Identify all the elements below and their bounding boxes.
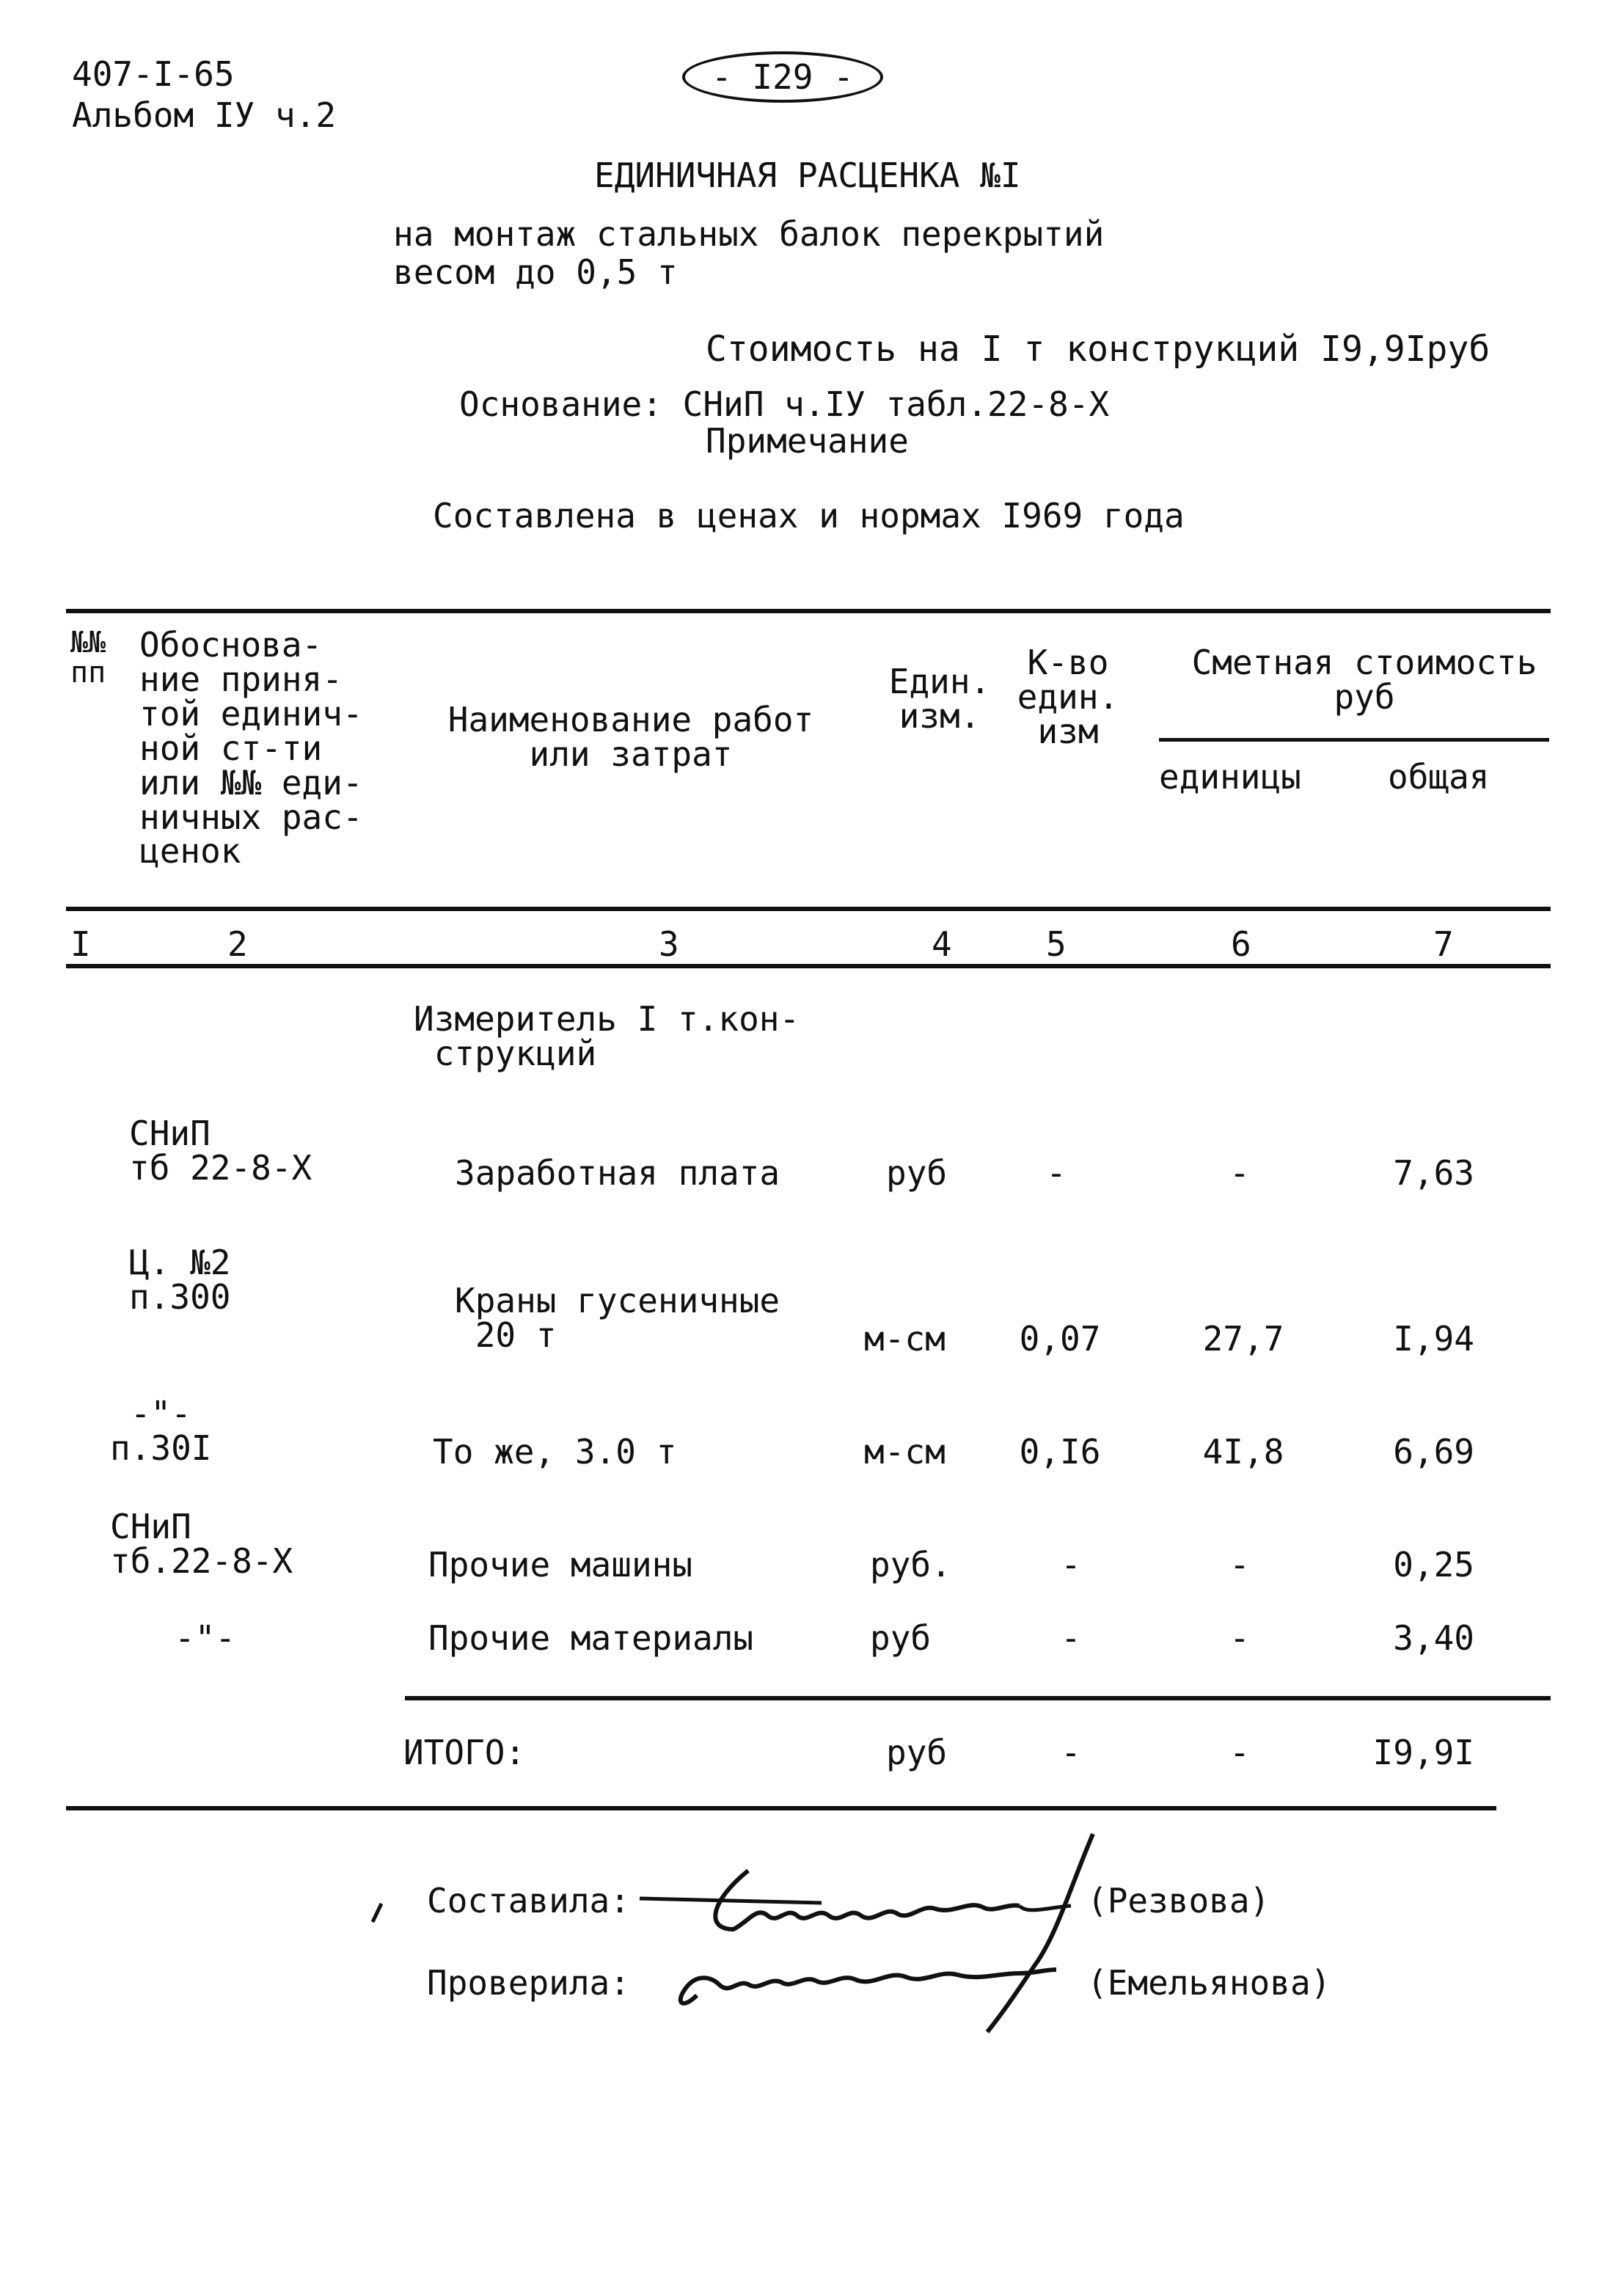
row-price: - — [1229, 1153, 1250, 1193]
document-code: 407-I-65 — [72, 54, 235, 94]
checked-by-name: (Емельянова) — [1087, 1963, 1331, 2003]
row-unit: руб — [886, 1153, 948, 1193]
row-basis: СНиП тб.22-8-Х — [110, 1507, 293, 1581]
col-number-6: 6 — [1231, 924, 1251, 964]
document-heading: ЕДИНИЧНАЯ РАСЦЕНКА №I — [594, 156, 1021, 195]
document-subtitle-line2: весом до 0,5 т — [393, 252, 678, 292]
page-number: - I29 - — [682, 51, 883, 103]
row-qty: - — [1061, 1545, 1081, 1585]
signature-scribbles — [367, 1819, 1100, 2039]
total-price: - — [1229, 1733, 1250, 1772]
compiled-by-name: (Резвова) — [1087, 1881, 1270, 1920]
row-qty: 0,I6 — [1019, 1432, 1101, 1472]
total-rule — [405, 1696, 1551, 1700]
table-top-rule — [66, 609, 1551, 613]
total-label: ИТОГО: — [403, 1733, 526, 1772]
note-line: Примечание — [706, 421, 909, 461]
basis-line: Основание: СНиП ч.IУ табл.22-8-Х — [459, 384, 1110, 424]
row-total: I,94 — [1393, 1319, 1474, 1359]
header-col6: единицы — [1159, 757, 1301, 797]
cost-group-rule — [1159, 738, 1549, 742]
total-value: I9,9I — [1372, 1733, 1474, 1772]
row-qty: - — [1046, 1153, 1067, 1193]
header-col5: К-во един. изм — [1017, 643, 1119, 751]
measure-unit: Измеритель I т.кон- струкций — [414, 999, 800, 1073]
row-basis: -"- п.30I — [110, 1394, 212, 1468]
col-number-2: 2 — [227, 924, 248, 964]
col-number-7: 7 — [1433, 924, 1454, 964]
row-price: - — [1229, 1545, 1250, 1585]
row-name: Прочие материалы — [428, 1618, 754, 1658]
col-number-4: 4 — [932, 924, 952, 964]
header-col1: №№ пп — [70, 626, 106, 690]
row-total: 0,25 — [1393, 1545, 1474, 1585]
col-number-1: I — [70, 924, 91, 964]
row-qty: - — [1061, 1618, 1081, 1658]
row-total: 7,63 — [1393, 1153, 1474, 1193]
cost-line: Стоимость на I т конструкций I9,9Iруб — [706, 329, 1491, 370]
row-basis: -"- — [175, 1618, 236, 1658]
total-unit: руб — [886, 1733, 948, 1772]
row-unit: руб. — [870, 1545, 951, 1585]
table-bottom-rule — [66, 1806, 1496, 1810]
header-col7: общая — [1388, 757, 1490, 797]
header-bottom-rule — [66, 907, 1551, 911]
col-number-5: 5 — [1046, 924, 1067, 964]
compiled-by-label: Составила: — [427, 1881, 630, 1920]
header-col3: Наименование работ или затрат — [447, 700, 814, 774]
row-name: Прочие машины — [428, 1545, 693, 1585]
header-col2: Обоснова- ние приня- той единич- ной ст-ти или №№ еди- ничных рас- ценок — [139, 625, 363, 871]
row-qty: 0,07 — [1019, 1319, 1101, 1359]
row-basis: Ц. №2 п.300 — [129, 1243, 231, 1317]
row-unit: руб — [870, 1618, 932, 1658]
row-total: 6,69 — [1393, 1432, 1474, 1472]
row-unit: м-см — [864, 1319, 945, 1359]
row-basis: СНиП тб 22-8-Х — [129, 1114, 312, 1188]
document-subtitle-line1: на монтаж стальных балок перекрытий — [393, 214, 1105, 254]
row-total: 3,40 — [1393, 1618, 1474, 1658]
row-name: Заработная плата — [455, 1153, 780, 1193]
total-qty: - — [1061, 1733, 1081, 1772]
row-price: 27,7 — [1202, 1319, 1284, 1359]
column-numbers-rule — [66, 964, 1551, 968]
row-price: - — [1229, 1618, 1250, 1658]
header-cost-group: Сметная стоимость руб — [1191, 643, 1537, 717]
album-label: Альбом IУ ч.2 — [72, 95, 337, 135]
checked-by-label: Проверила: — [427, 1963, 630, 2003]
row-name: То же, 3.0 т — [433, 1432, 677, 1472]
compiled-line: Составлена в ценах и нормах I969 года — [433, 496, 1185, 536]
row-unit: м-см — [864, 1432, 945, 1472]
header-col4: Един. изм. — [888, 662, 991, 736]
col-number-3: 3 — [659, 924, 679, 964]
row-name: Краны гусеничные 20 т — [455, 1281, 780, 1355]
row-price: 4I,8 — [1202, 1432, 1284, 1472]
